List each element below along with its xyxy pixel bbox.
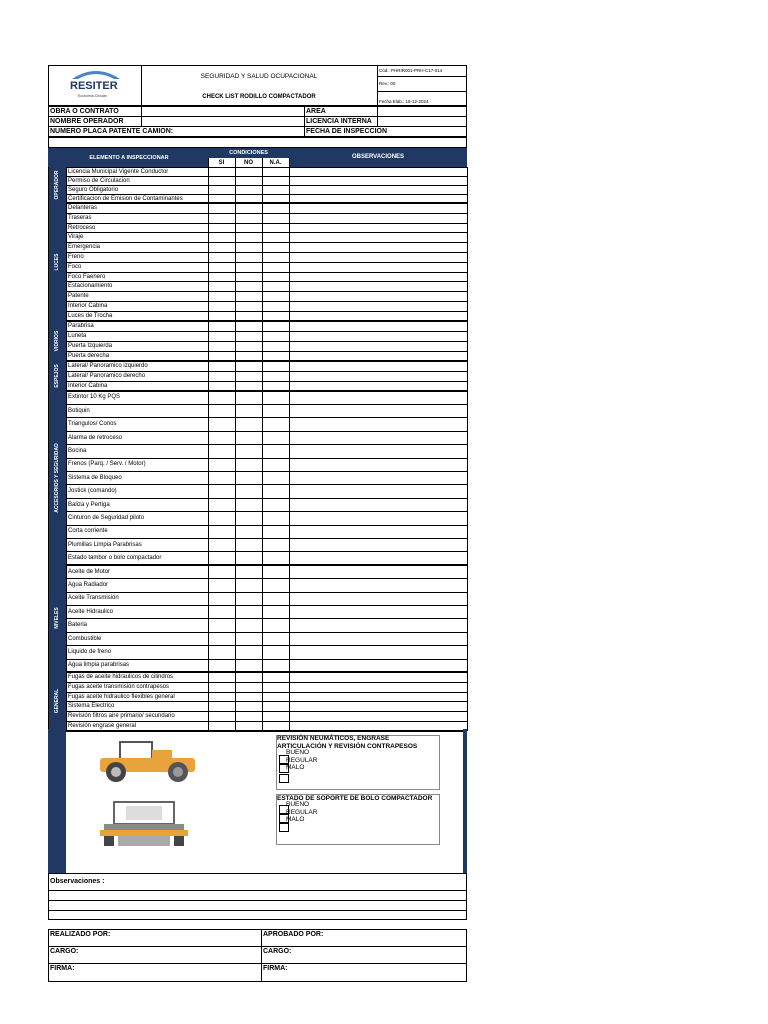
si-cell[interactable] [209,253,235,262]
observation-cell[interactable] [290,204,467,213]
no-cell[interactable] [236,302,262,311]
signature-box [48,929,467,982]
observation-cell[interactable] [290,539,467,551]
licencia-label: LICENCIA INTERNA [306,118,372,125]
firma-left-label: FIRMA: [50,965,75,972]
na-cell[interactable] [263,168,289,176]
item-label: Lateral/ Panoramico izquierdo [68,362,148,369]
na-cell[interactable] [263,273,289,282]
na-cell[interactable] [263,214,289,223]
na-cell[interactable] [263,566,289,578]
si-cell[interactable] [209,322,235,331]
na-cell[interactable] [263,292,289,301]
observation-cell[interactable] [290,472,467,484]
item-label: Aceite de Motor [68,568,111,575]
observation-cell[interactable] [290,332,467,341]
operador-label: NOMBRE OPERADOR [50,118,124,125]
si-cell[interactable] [209,405,235,417]
si-cell[interactable] [209,282,235,291]
no-cell[interactable] [236,282,262,291]
section-name: LUCES [54,253,60,271]
na-cell[interactable] [263,362,289,371]
no-header: NO [244,160,253,166]
item-label: Aceite Hidraulico [68,608,114,615]
na-cell[interactable] [263,712,289,721]
item-label: Freno [68,253,84,260]
doc-rev: Rev.: 00 [379,81,396,86]
na-cell[interactable] [263,646,289,658]
observation-cell[interactable] [290,405,467,417]
item-label: Foco Faenero [68,273,106,280]
realizado-label: REALIZADO POR: [50,931,111,938]
observation-cell[interactable] [290,322,467,331]
section-name: VIDRIOS [54,330,60,351]
no-cell[interactable] [236,243,262,252]
observaciones-header: OBSERVACIONES [351,154,405,160]
elemento-header: ELEMENTO A INSPECCIONAR [89,155,169,161]
condiciones-header: CONDICIONES [229,150,268,156]
no-cell[interactable] [236,362,262,371]
na-cell[interactable] [263,233,289,242]
na-cell[interactable] [263,186,289,194]
no-cell[interactable] [236,263,262,272]
si-cell[interactable] [209,499,235,511]
observation-cell[interactable] [290,445,467,457]
no-cell[interactable] [236,619,262,631]
revision-2-regular-label: REGULAR [286,809,318,816]
observation-cell[interactable] [290,646,467,658]
item-label: Baliza y Pertiga [68,501,110,508]
observaciones-line-3[interactable] [49,911,466,920]
si-cell[interactable] [209,186,235,194]
observation-cell[interactable] [290,342,467,351]
observation-cell[interactable] [290,273,467,282]
observation-cell[interactable] [290,372,467,381]
no-cell[interactable] [236,445,262,457]
observation-cell[interactable] [290,673,467,682]
observation-cell[interactable] [290,526,467,538]
no-cell[interactable] [236,177,262,185]
item-label: Estado tambor o bolo compactador [68,555,162,562]
observation-cell[interactable] [290,579,467,591]
na-cell[interactable] [263,633,289,645]
na-cell[interactable] [263,372,289,381]
item-label: Botiquin [68,407,90,414]
observation-cell[interactable] [290,253,467,262]
no-cell[interactable] [236,418,262,430]
item-label: Jostick (comando) [68,488,117,495]
observation-cell[interactable] [290,499,467,511]
cargo-left-label: CARGO: [50,948,79,955]
si-cell[interactable] [209,168,235,176]
no-cell[interactable] [236,606,262,618]
no-cell[interactable] [236,214,262,223]
no-cell[interactable] [236,526,262,538]
section-name: NIVELES [54,607,60,630]
item-label: Liquido de freno [68,648,112,655]
item-label: Frenos (Parq. / Serv. / Motor) [68,461,146,468]
revision-1-malo-checkbox[interactable] [279,774,289,783]
revision-1-malo-label: MALO [286,764,305,771]
si-cell[interactable] [209,177,235,185]
si-cell[interactable] [209,539,235,551]
doc-code: Cód.: PHRIR001-PRH-C17-014 [379,68,443,73]
si-cell[interactable] [209,646,235,658]
si-cell[interactable] [209,362,235,371]
na-cell[interactable] [263,418,289,430]
no-cell[interactable] [236,322,262,331]
na-cell[interactable] [263,619,289,631]
no-cell[interactable] [236,702,262,711]
observation-cell[interactable] [290,186,467,194]
si-cell[interactable] [209,342,235,351]
na-cell[interactable] [263,673,289,682]
no-cell[interactable] [236,186,262,194]
si-cell[interactable] [209,485,235,497]
no-cell[interactable] [236,372,262,381]
si-cell[interactable] [209,392,235,404]
si-cell[interactable] [209,432,235,444]
na-cell[interactable] [263,432,289,444]
observation-cell[interactable] [290,683,467,692]
section-name: GENERAL [54,689,60,714]
na-cell[interactable] [263,459,289,471]
observation-cell[interactable] [290,392,467,404]
observation-cell[interactable] [290,418,467,430]
item-label: Delanteras [68,204,98,211]
no-cell[interactable] [236,693,262,702]
na-cell[interactable] [263,485,289,497]
no-cell[interactable] [236,593,262,605]
item-label: Revisión filtros aire primario/ secundario [68,713,175,720]
item-label: Interior Cabina [68,382,108,389]
item-label: Fugas aceite transmisión contrapesos [68,683,170,690]
item-label: Bateria [68,622,88,629]
na-cell[interactable] [263,539,289,551]
observation-cell[interactable] [290,566,467,578]
na-cell[interactable] [263,392,289,404]
si-cell[interactable] [209,702,235,711]
item-label: Fugas de aceite hidraulicos de cilindros [68,673,174,680]
item-label: Viraje [68,234,84,241]
roller-front-image [96,800,192,848]
item-label: Triangulos/ Conos [68,421,117,428]
no-cell[interactable] [236,472,262,484]
spacer-row [48,137,467,148]
no-cell[interactable] [236,499,262,511]
observation-cell[interactable] [290,282,467,291]
item-label: Fugas aceite hidraulico flexibles general [68,693,175,700]
na-cell[interactable] [263,445,289,457]
observation-cell[interactable] [290,606,467,618]
item-label: Permiso de Circulacion [68,177,130,184]
no-cell[interactable] [236,512,262,524]
si-cell[interactable] [209,512,235,524]
item-label: Luneta [68,332,87,339]
na-cell[interactable] [263,342,289,351]
no-cell[interactable] [236,292,262,301]
item-label: Seguro Obligatorio [68,186,119,193]
observaciones-label: Observaciones : [50,878,105,885]
no-cell[interactable] [236,253,262,262]
observation-cell[interactable] [290,633,467,645]
doc-date: Fecha Elab.: 16-12-2024 [379,99,429,104]
item-label: Patente [68,293,89,300]
observation-cell[interactable] [290,243,467,252]
item-label: Extintor 10 Kg PQS [68,394,121,401]
company-logo [60,67,132,103]
no-cell[interactable] [236,539,262,551]
observation-cell[interactable] [290,362,467,371]
si-cell[interactable] [209,673,235,682]
si-cell[interactable] [209,579,235,591]
revision-2-malo-label: MALO [286,816,305,823]
item-label: Plumillas Limpia Parabrisas [68,541,142,548]
si-cell[interactable] [209,633,235,645]
observation-cell[interactable] [290,593,467,605]
na-cell[interactable] [263,263,289,272]
observation-cell[interactable] [290,263,467,272]
item-label: Puerta derecha [68,352,110,359]
item-label: Sistema Electrico [68,703,115,710]
item-label: Traseras [68,214,92,221]
placa-label: NUMERO PLACA PATENTE CAMIÓN: [50,128,174,135]
observation-cell[interactable] [290,214,467,223]
si-header: SI [218,160,225,166]
item-label: Certificacion de Emision de Contaminantes [68,195,183,202]
item-label: Licencia Municipal Vigente Conductor [68,168,169,175]
si-cell[interactable] [209,302,235,311]
revision-2-bueno-label: BUENO [286,801,310,808]
revision-2-malo-checkbox[interactable] [279,823,289,832]
logo-text: RESITER [70,80,118,92]
si-cell[interactable] [209,459,235,471]
si-cell[interactable] [209,243,235,252]
no-cell[interactable] [236,579,262,591]
revision-1-title: REVISIÓN NEUMÁTICOS, ENGRASE ARTICULACIÓN Y REVISIÓN CONTRAPESOS [277,735,418,750]
no-cell[interactable] [236,432,262,444]
na-cell[interactable] [263,332,289,341]
revision-1-regular-label: REGULAR [286,757,318,764]
na-cell[interactable] [263,526,289,538]
item-label: Bocina [68,447,87,454]
item-label: Lateral/ Panoramico derecho [68,372,146,379]
no-cell[interactable] [236,566,262,578]
si-cell[interactable] [209,593,235,605]
item-label: Revisión engrase general [68,722,137,729]
item-label: Agua Radiador [68,581,109,588]
no-cell[interactable] [236,332,262,341]
si-cell[interactable] [209,263,235,272]
observation-cell[interactable] [290,619,467,631]
si-cell[interactable] [209,332,235,341]
bottom-sidebar [48,729,66,873]
item-label: Estacionamiento [68,283,113,290]
firma-right-label: FIRMA: [263,965,288,972]
item-label: Foco [68,263,82,270]
na-cell[interactable] [263,302,289,311]
section-name: ESPEJOS [54,363,60,388]
section-name: OPERADOR [54,170,60,200]
no-cell[interactable] [236,405,262,417]
observation-cell[interactable] [290,432,467,444]
fecha-label: FECHA DE INSPECCION [306,128,388,135]
observaciones-line-1[interactable] [49,891,466,900]
observation-cell[interactable] [290,302,467,311]
no-cell[interactable] [236,392,262,404]
observation-cell[interactable] [290,233,467,242]
observation-cell[interactable] [290,485,467,497]
si-cell[interactable] [209,273,235,282]
item-label: Interior Cabina [68,302,108,309]
na-cell[interactable] [263,472,289,484]
no-cell[interactable] [236,712,262,721]
observation-cell[interactable] [290,712,467,721]
si-cell[interactable] [209,472,235,484]
na-cell[interactable] [263,204,289,213]
no-cell[interactable] [236,168,262,176]
na-cell[interactable] [263,693,289,702]
item-label: Sistema de Bloqueo [68,474,122,481]
no-cell[interactable] [236,646,262,658]
si-cell[interactable] [209,214,235,223]
bottom-sidebar-right [463,729,467,873]
na-cell[interactable] [263,282,289,291]
org-title: SEGURIDAD Y SALUD OCUPACIONAL [200,73,318,80]
na-cell[interactable] [263,253,289,262]
na-cell[interactable] [263,499,289,511]
item-label: Corta corriente [68,528,108,535]
item-label: Aceite Transmisión [68,595,119,602]
no-cell[interactable] [236,633,262,645]
item-label: Parabrisa [68,322,94,329]
si-cell[interactable] [209,372,235,381]
no-cell[interactable] [236,204,262,213]
aprobado-label: APROBADO POR: [263,931,324,938]
observation-cell[interactable] [290,702,467,711]
item-label: Puerta Izquierda [68,342,113,349]
area-label: AREA [306,108,326,115]
observation-cell[interactable] [290,177,467,185]
no-cell[interactable] [236,342,262,351]
observation-cell[interactable] [290,693,467,702]
observation-cell[interactable] [290,224,467,233]
observation-cell[interactable] [290,292,467,301]
item-label: Agua limpia parabrisas [68,662,130,669]
observation-cell[interactable] [290,512,467,524]
observaciones-line-2[interactable] [49,901,466,910]
na-cell[interactable] [263,177,289,185]
revision-2-title: ESTADO DE SOPORTE DE BOLO COMPACTADOR [277,795,433,802]
observation-cell[interactable] [290,459,467,471]
item-label: Luces de Trocha [68,312,113,319]
section-name: ACCESORIOS Y SEGURIDAD [54,442,60,513]
no-cell[interactable] [236,224,262,233]
item-label: Combustible [68,635,102,642]
si-cell[interactable] [209,445,235,457]
item-label: Retroceso [68,224,96,231]
item-label: Alarma de retroceso [68,434,123,441]
si-cell[interactable] [209,418,235,430]
item-label: Cinturon de Seguridad piloto [68,514,145,521]
na-cell[interactable] [263,243,289,252]
obra-label: OBRA O CONTRATO [50,108,119,115]
na-header: N.A. [269,160,282,166]
no-cell[interactable] [236,233,262,242]
revision-1-bueno-label: BUENO [286,749,310,756]
no-cell[interactable] [236,673,262,682]
si-cell[interactable] [209,233,235,242]
cargo-right-label: CARGO: [263,948,292,955]
na-cell[interactable] [263,579,289,591]
logo-subtitle: Economía Circular [78,94,107,98]
na-cell[interactable] [263,606,289,618]
si-cell[interactable] [209,693,235,702]
na-cell[interactable] [263,405,289,417]
si-cell[interactable] [209,683,235,692]
observation-cell[interactable] [290,168,467,176]
na-cell[interactable] [263,322,289,331]
no-cell[interactable] [236,485,262,497]
na-cell[interactable] [263,512,289,524]
na-cell[interactable] [263,593,289,605]
na-cell[interactable] [263,683,289,692]
roller-side-image [90,740,200,784]
no-cell[interactable] [236,459,262,471]
item-label: Emergencia [68,244,101,251]
na-cell[interactable] [263,702,289,711]
si-cell[interactable] [209,292,235,301]
doc-title: CHECK LIST RODILLO COMPACTADOR [202,94,316,100]
no-cell[interactable] [236,683,262,692]
na-cell[interactable] [263,224,289,233]
no-cell[interactable] [236,273,262,282]
si-cell[interactable] [209,606,235,618]
si-cell[interactable] [209,619,235,631]
si-cell[interactable] [209,566,235,578]
si-cell[interactable] [209,204,235,213]
si-cell[interactable] [209,712,235,721]
si-cell[interactable] [209,526,235,538]
si-cell[interactable] [209,224,235,233]
